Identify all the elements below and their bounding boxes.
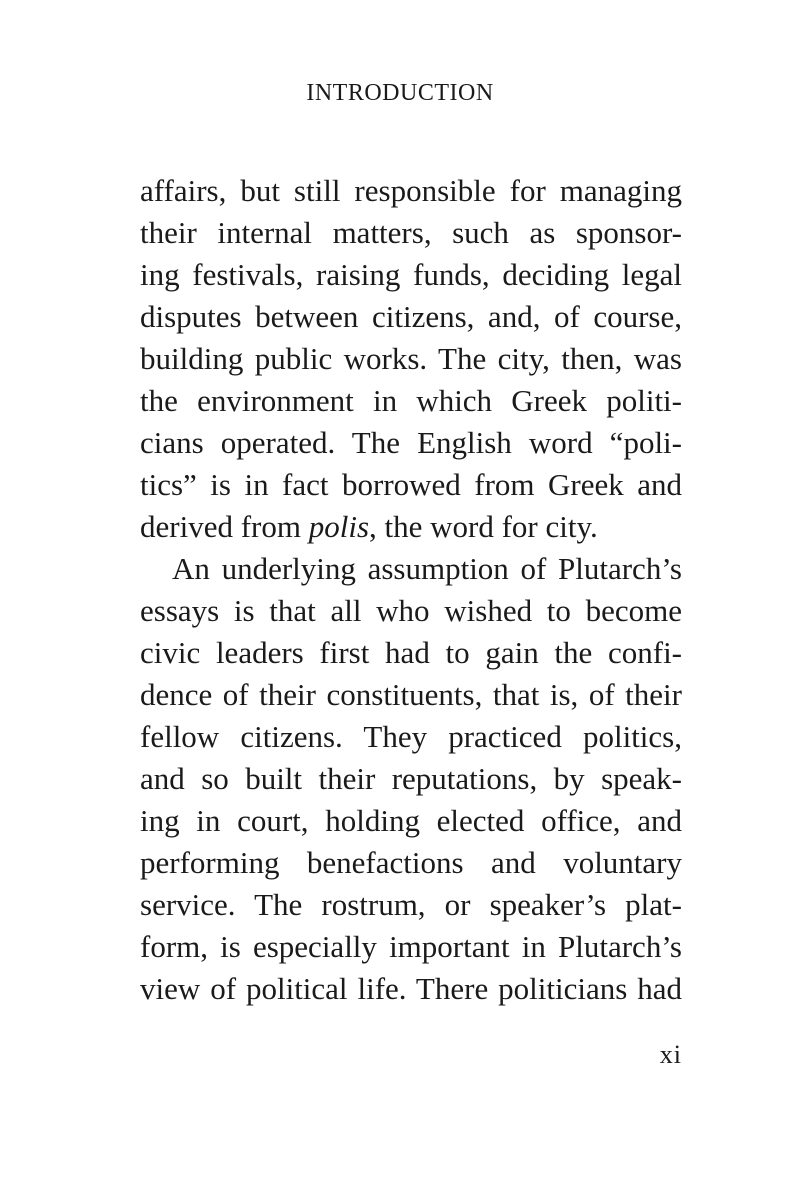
text-line: fellow citizens. They practiced politics,: [140, 719, 682, 754]
text-line: performing benefactions and voluntary: [140, 845, 682, 880]
text-line: service. The rostrum, or speaker’s plat-: [140, 887, 682, 922]
italic-term: polis: [308, 509, 370, 544]
text-line: view of political life. There politicians had: [140, 971, 682, 1006]
text-line-indented: An underlying assumption of Plutarch’s: [172, 551, 682, 586]
text-line: form, is especially important in Plutarch’s: [140, 929, 682, 964]
text-line: disputes between citizens, and, of course,: [140, 299, 682, 334]
running-head: INTRODUCTION: [306, 80, 494, 106]
text-line: and so built their reputations, by speak-: [140, 761, 682, 796]
text-line-last: [140, 506, 682, 548]
text-line: essays is that all who wished to become: [140, 593, 682, 628]
text-line: the environment in which Greek politi-: [140, 383, 682, 418]
text-line: ing in court, holding elected office, and: [140, 803, 682, 838]
text-line: ing festivals, raising funds, deciding legal: [140, 257, 682, 292]
text-line: tics” is in fact borrowed from Greek and: [140, 467, 682, 502]
text-segment: , the word for city.: [369, 509, 598, 544]
body-text: [140, 170, 682, 1010]
text-segment: derived from: [140, 509, 309, 544]
text-line: building public works. The city, then, was: [140, 341, 682, 376]
text-line: affairs, but still responsible for managing: [140, 173, 682, 208]
page-number: xi: [659, 1040, 682, 1069]
text-line: their internal matters, such as sponsor-: [140, 215, 682, 250]
text-line: dence of their constituents, that is, of their: [140, 677, 682, 712]
text-line: civic leaders first had to gain the confi-: [140, 635, 682, 670]
text-line: cians operated. The English word “poli-: [140, 425, 682, 460]
